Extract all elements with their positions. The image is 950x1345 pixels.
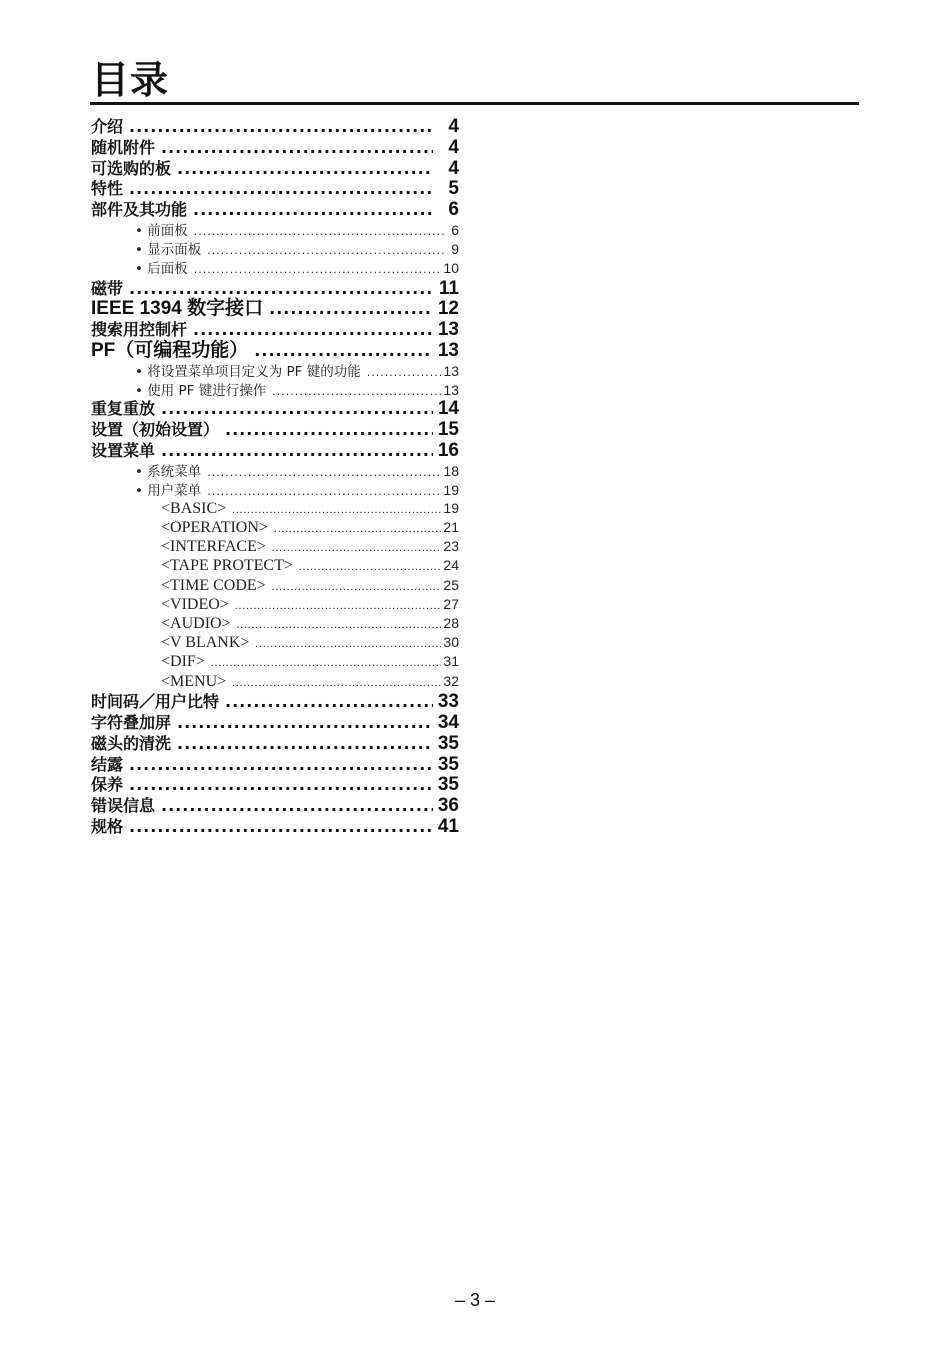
toc-entry-page: 16 xyxy=(437,440,459,461)
dot-leader xyxy=(193,320,433,340)
toc-entry-label: <VIDEO> xyxy=(161,596,229,613)
toc-entry-label: • 后面板 xyxy=(135,261,188,277)
toc-entry-label: 时间码／用户比特 xyxy=(91,692,220,711)
toc-entry-label: 可选购的板 xyxy=(91,159,172,178)
toc-entry-label: 结露 xyxy=(91,755,124,774)
toc-entry-time-code-user-bits[interactable] xyxy=(91,692,459,712)
toc-entry-label: 部件及其功能 xyxy=(91,200,188,219)
toc-entry-label: • 用户菜单 xyxy=(135,483,202,499)
toc-entry-label: PF（可编程功能） xyxy=(91,340,249,361)
dot-leader xyxy=(161,441,433,461)
dot-leader xyxy=(177,159,433,179)
toc-menu-tape-protect[interactable] xyxy=(161,556,459,576)
toc-entry-page: 14 xyxy=(437,398,459,419)
toc-subentry-display-panel[interactable] xyxy=(135,240,459,260)
toc-entry-page: 11 xyxy=(438,278,459,299)
dot-leader xyxy=(207,464,441,482)
toc-subentry-system-menu[interactable] xyxy=(135,462,459,482)
toc-entry-page: 21 xyxy=(443,519,459,535)
page-number: – 3 – xyxy=(454,1290,496,1310)
toc-subentry-pf-assign[interactable] xyxy=(135,362,459,382)
dot-leader xyxy=(129,755,433,775)
toc-entry-page: 41 xyxy=(437,816,459,837)
toc-entry-page: 35 xyxy=(437,733,459,754)
toc-subentry-front-panel[interactable] xyxy=(135,221,459,241)
toc-entry-pf-function[interactable] xyxy=(91,341,459,361)
toc-entry-tape[interactable] xyxy=(91,279,459,299)
toc-entry-accessories[interactable] xyxy=(91,138,459,158)
toc-entry-head-cleaning[interactable] xyxy=(91,734,459,754)
dot-leader xyxy=(129,775,433,795)
toc-entry-label: 设置（初始设置） xyxy=(91,420,220,439)
dot-leader xyxy=(254,341,433,361)
dot-leader xyxy=(272,539,442,557)
toc-entry-label: 特性 xyxy=(91,179,124,198)
toc-entry-ieee1394[interactable] xyxy=(91,299,459,319)
toc-menu-audio[interactable] xyxy=(161,614,459,634)
toc-entry-page: 24 xyxy=(443,557,459,573)
dot-leader xyxy=(194,223,445,241)
toc-entry-label: 磁带 xyxy=(91,279,124,298)
toc-entry-label: <AUDIO> xyxy=(161,615,231,632)
toc-entry-label: 错误信息 xyxy=(91,796,156,815)
toc-entry-page: 13 xyxy=(437,319,459,340)
dot-leader xyxy=(211,654,442,672)
toc-entry-page: 32 xyxy=(443,673,459,689)
dot-leader xyxy=(177,713,433,733)
toc-entry-label: • 将设置菜单项目定义为 PF 键的功能 xyxy=(135,364,361,380)
toc-entry-page: 15 xyxy=(437,419,459,440)
page-title: 目录 xyxy=(91,58,170,102)
dot-leader xyxy=(255,635,441,653)
toc-entry-optional-boards[interactable] xyxy=(91,159,459,179)
toc-entry-label: 重复重放 xyxy=(91,399,156,418)
toc-entry-label: • 系统菜单 xyxy=(135,464,202,480)
dot-leader xyxy=(194,261,442,279)
toc-entry-page: 5 xyxy=(448,178,459,199)
toc-entry-label: 设置菜单 xyxy=(91,441,156,460)
toc-entry-page: 18 xyxy=(443,463,459,479)
toc-entry-label: <MENU> xyxy=(161,673,227,690)
toc-entry-repeat-play[interactable] xyxy=(91,399,459,419)
dot-leader xyxy=(232,501,441,519)
toc-entry-label: <INTERFACE> xyxy=(161,538,266,555)
toc-menu-interface[interactable] xyxy=(161,537,459,557)
toc-entry-page: 36 xyxy=(437,795,459,816)
toc-entry-page: 4 xyxy=(448,137,459,158)
toc-entry-page: 4 xyxy=(448,158,459,179)
dot-leader xyxy=(237,616,442,634)
dot-leader xyxy=(207,242,445,260)
toc-entry-label: IEEE 1394 数字接口 xyxy=(91,298,264,319)
toc-entry-setup-menu[interactable] xyxy=(91,441,459,461)
toc-entry-condensation[interactable] xyxy=(91,755,459,775)
toc-entry-introduction[interactable] xyxy=(91,117,459,137)
toc-entry-page: 25 xyxy=(443,577,459,593)
toc-entry-page: 35 xyxy=(437,774,459,795)
dot-leader xyxy=(161,796,433,816)
toc-menu-basic[interactable] xyxy=(161,499,459,519)
dot-leader xyxy=(161,138,433,158)
dot-leader xyxy=(232,674,441,692)
toc-menu-video[interactable] xyxy=(161,595,459,615)
dot-leader xyxy=(272,578,442,596)
dot-leader xyxy=(161,399,433,419)
dot-leader xyxy=(193,200,433,220)
toc-menu-v-blank[interactable] xyxy=(161,633,459,653)
toc-entry-page: 13 xyxy=(437,340,459,361)
toc-entry-label: 保养 xyxy=(91,775,124,794)
dot-leader xyxy=(367,364,442,382)
toc-entry-error-messages[interactable] xyxy=(91,796,459,816)
toc-entry-parts-and-functions[interactable] xyxy=(91,200,459,220)
toc-entry-label: • 显示面板 xyxy=(135,242,202,258)
toc-entry-page: 9 xyxy=(451,241,459,257)
toc-entry-page: 13 xyxy=(443,382,459,398)
toc-subentry-user-menu[interactable] xyxy=(135,481,459,501)
toc-entry-page: 13 xyxy=(443,363,459,379)
dot-leader xyxy=(299,558,442,576)
toc-entry-page: 27 xyxy=(443,596,459,612)
toc-entry-features[interactable] xyxy=(91,179,459,199)
toc-entry-label: <DIF> xyxy=(161,653,205,670)
toc-entry-page: 6 xyxy=(448,199,459,220)
toc-entry-label: • 使用 PF 键进行操作 xyxy=(135,383,267,399)
toc-entry-page: 31 xyxy=(443,653,459,669)
toc-entry-label: 随机附件 xyxy=(91,138,156,157)
toc-entry-label: <TIME CODE> xyxy=(161,577,266,594)
toc-entry-label: <OPERATION> xyxy=(161,519,268,536)
dot-leader xyxy=(274,520,441,538)
toc-entry-page: 10 xyxy=(443,260,459,276)
toc-entry-label: <TAPE PROTECT> xyxy=(161,557,293,574)
toc-entry-label: • 前面板 xyxy=(135,223,188,239)
toc-entry-page: 19 xyxy=(443,500,459,516)
toc-entry-label: 磁头的清洗 xyxy=(91,734,172,753)
toc-entry-page: 33 xyxy=(437,691,459,712)
dot-leader xyxy=(129,817,433,837)
toc-entry-page: 28 xyxy=(443,615,459,631)
toc-entry-page: 4 xyxy=(448,116,459,137)
dot-leader xyxy=(129,117,433,137)
toc-entry-maintenance[interactable] xyxy=(91,775,459,795)
toc-entry-label: 字符叠加屏 xyxy=(91,713,172,732)
toc-entry-page: 23 xyxy=(443,538,459,554)
toc-menu-dif[interactable] xyxy=(161,652,459,672)
toc-entry-superimpose[interactable] xyxy=(91,713,459,733)
toc-entry-page: 35 xyxy=(437,754,459,775)
toc-entry-page: 34 xyxy=(437,712,459,733)
toc-entry-initial-setup[interactable] xyxy=(91,420,459,440)
dot-leader xyxy=(129,279,433,299)
toc-entry-specifications[interactable] xyxy=(91,817,459,837)
toc-entry-label: 规格 xyxy=(91,817,124,836)
toc-menu-time-code[interactable] xyxy=(161,576,459,596)
toc-subentry-pf-operation[interactable] xyxy=(135,381,459,401)
dot-leader xyxy=(129,179,433,199)
dot-leader xyxy=(269,299,433,319)
dot-leader xyxy=(225,420,433,440)
toc-entry-label: <BASIC> xyxy=(161,500,227,517)
toc-entry-label: 搜索用控制杆 xyxy=(91,320,188,339)
toc-menu-operation[interactable] xyxy=(161,518,459,538)
dot-leader xyxy=(235,597,442,615)
toc-subentry-rear-panel[interactable] xyxy=(135,259,459,279)
dot-leader xyxy=(177,734,433,754)
toc-entry-label: 介绍 xyxy=(91,117,124,136)
toc-entry-page: 30 xyxy=(443,634,459,650)
dot-leader xyxy=(225,692,433,712)
toc-entry-page: 19 xyxy=(443,482,459,498)
toc-menu-menu[interactable] xyxy=(161,672,459,692)
toc-entry-page: 12 xyxy=(437,298,459,319)
toc-entry-page: 6 xyxy=(451,222,459,238)
toc-entry-search-lever[interactable] xyxy=(91,320,459,340)
toc-entry-label: <V BLANK> xyxy=(161,634,250,651)
